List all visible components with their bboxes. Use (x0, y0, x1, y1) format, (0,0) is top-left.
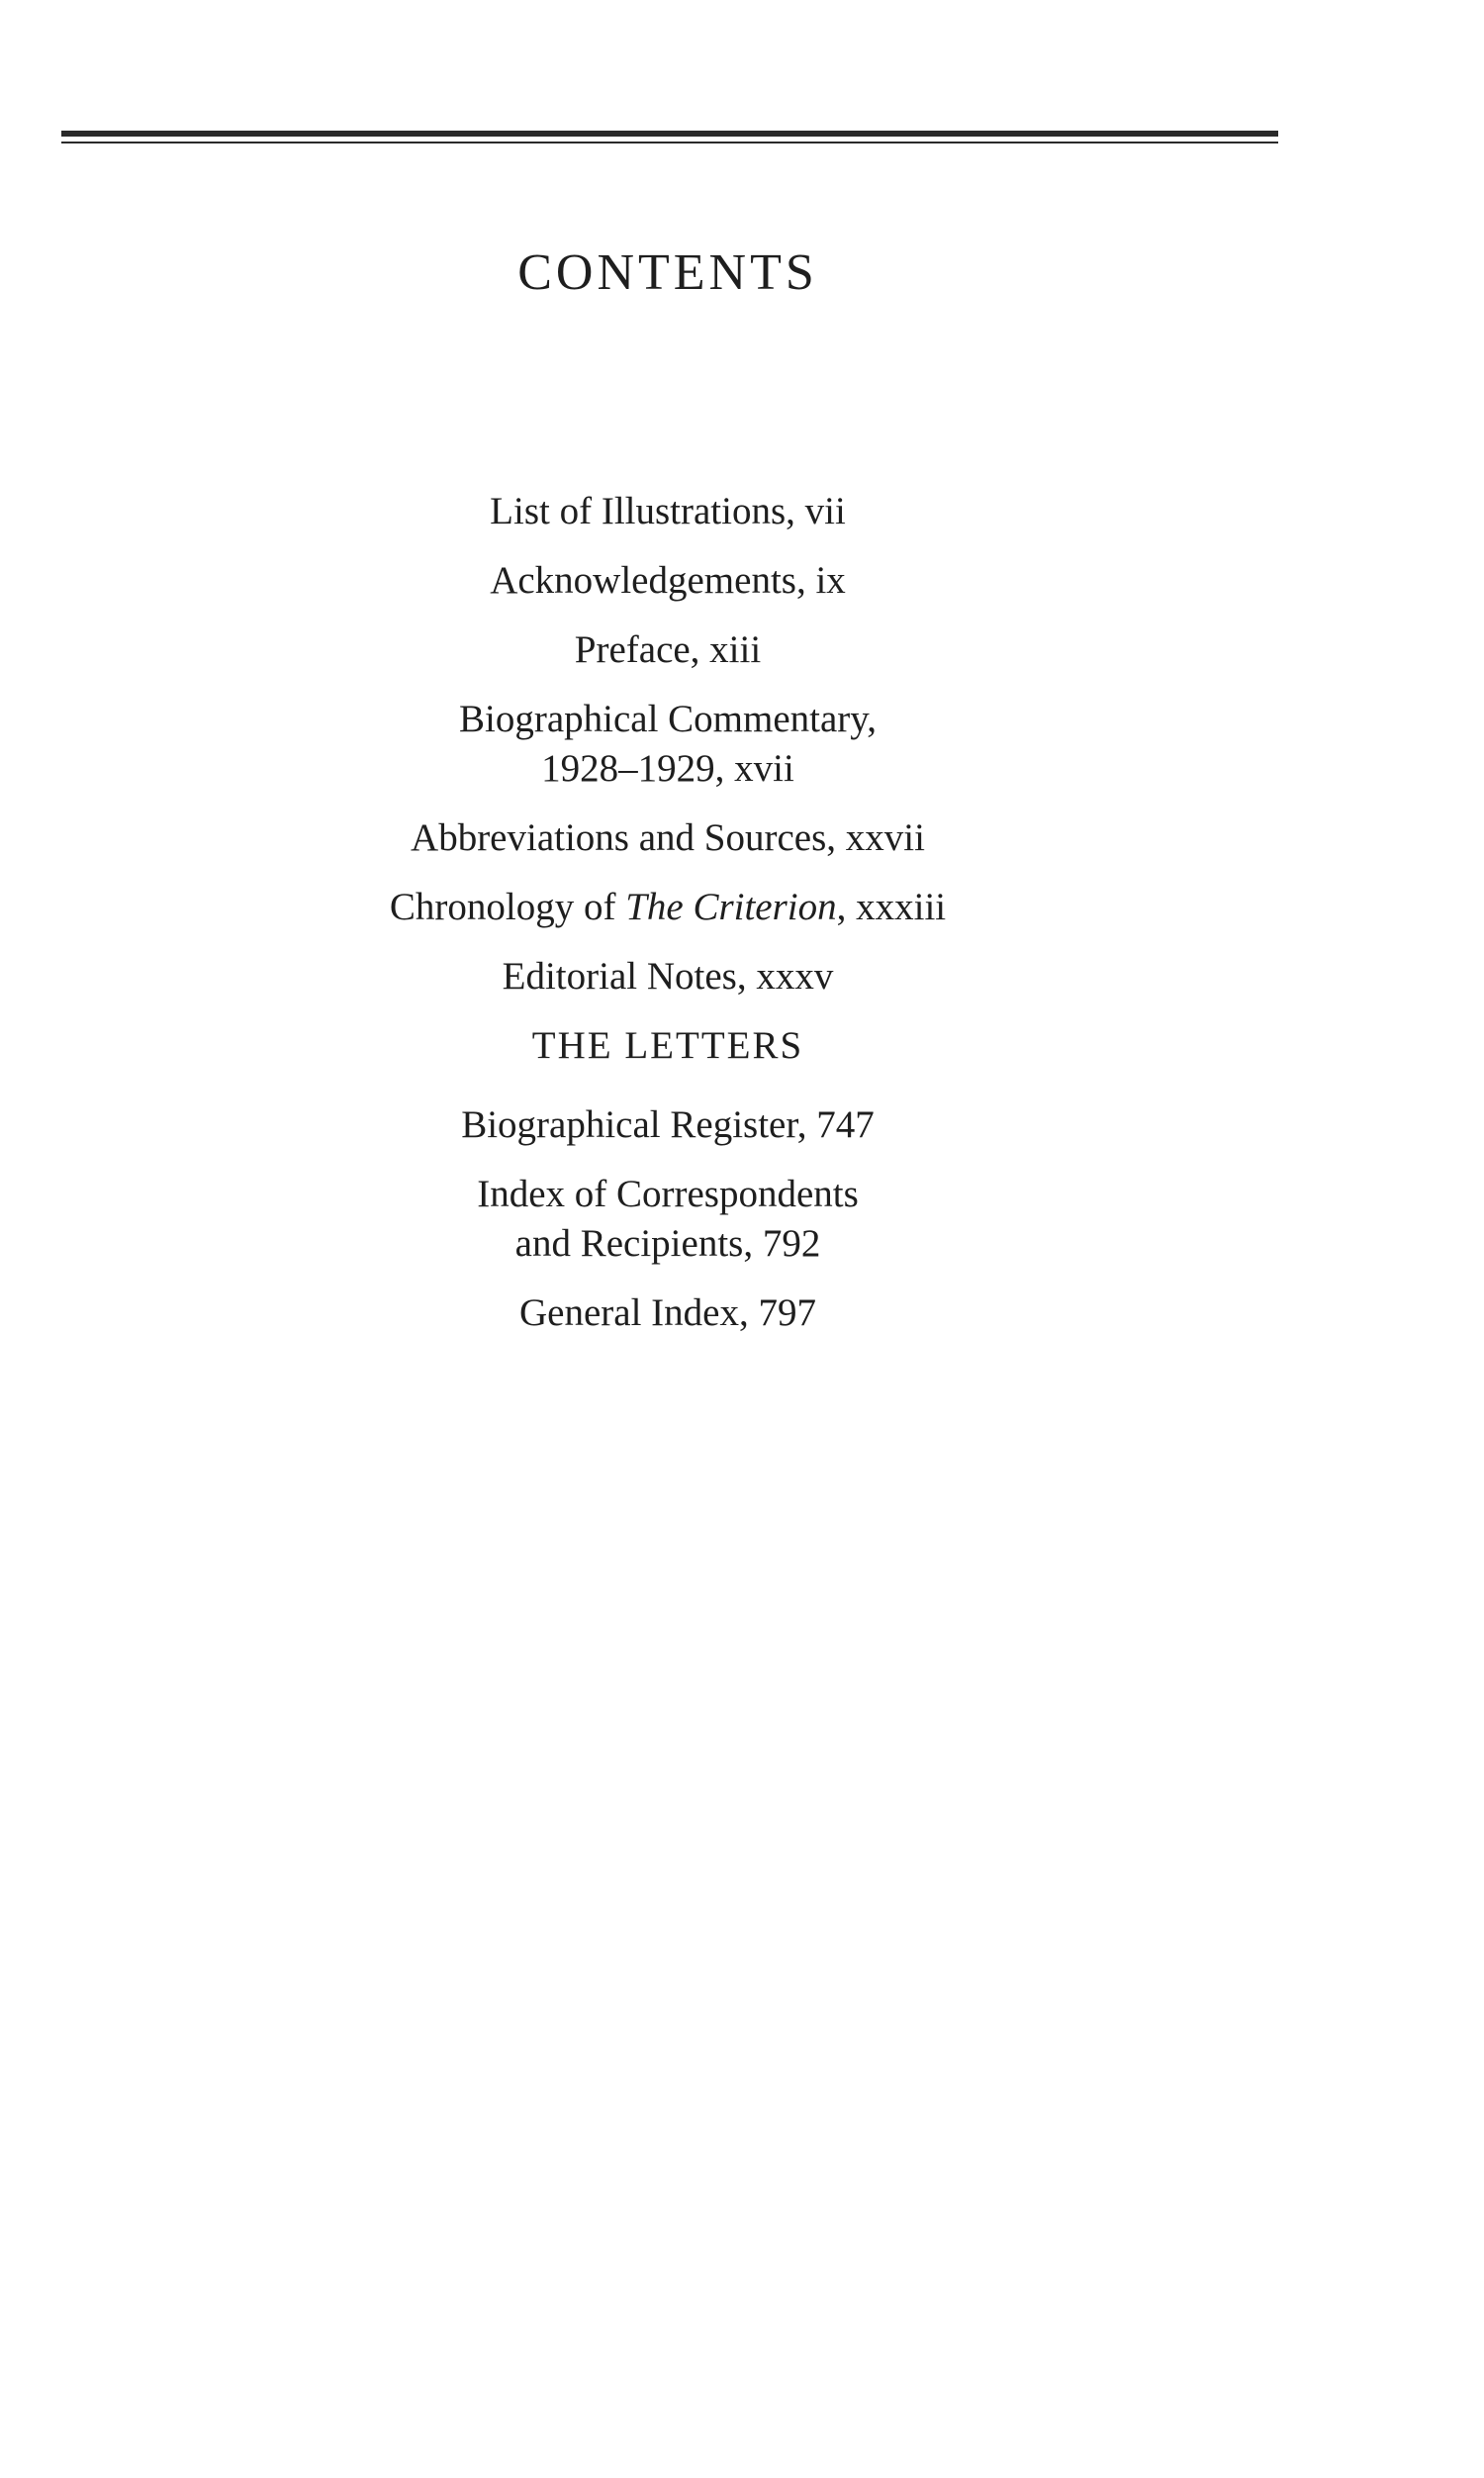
toc-entry-editorial-notes: Editorial Notes, xxxv (502, 955, 834, 998)
toc-section-the-letters: THE LETTERS (531, 1024, 804, 1067)
chronology-prefix: Chronology of (389, 886, 626, 928)
toc-entry-list-of-illustrations: List of Illustrations, vii (490, 490, 846, 532)
toc-entry-general-index: General Index, 797 (519, 1291, 816, 1334)
chronology-suffix: , xxxiii (836, 886, 947, 928)
toc-entry-abbreviations-and-sources: Abbreviations and Sources, xxvii (411, 816, 925, 859)
top-rule-thick (61, 131, 1278, 137)
toc-entry-chronology-of-the-criterion (0, 888, 1336, 926)
toc-entry-biographical-register: Biographical Register, 747 (461, 1103, 875, 1146)
page-title: CONTENTS (517, 244, 818, 301)
toc-entry-biographical-commentary-line-1: Biographical Commentary, (458, 698, 878, 740)
toc-entry-index-of-correspondents-line-2: and Recipients, 792 (514, 1222, 821, 1265)
chronology-journal-title: The Criterion (625, 886, 837, 928)
top-rule-thin (61, 142, 1278, 143)
toc-entry-acknowledgements: Acknowledgements, ix (490, 559, 846, 602)
toc-entry-biographical-commentary-line-2: 1928–1929, xvii (541, 747, 794, 790)
toc-entry-index-of-correspondents-line-1: Index of Correspondents (477, 1173, 859, 1215)
toc-entry-preface: Preface, xiii (574, 628, 762, 671)
